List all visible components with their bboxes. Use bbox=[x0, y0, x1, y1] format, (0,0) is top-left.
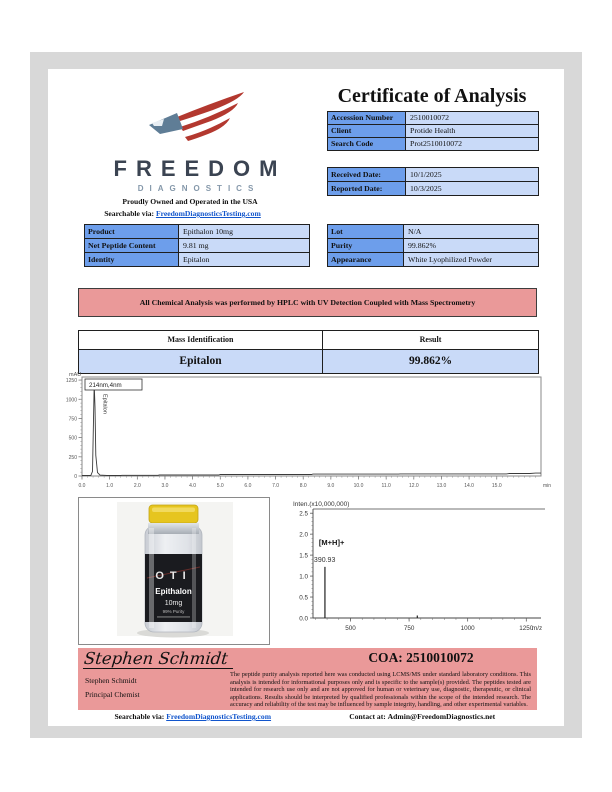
row-value: White Lyophilized Powder bbox=[404, 253, 538, 266]
table-row bbox=[328, 124, 538, 137]
svg-text:9.0: 9.0 bbox=[327, 483, 335, 489]
table-row bbox=[85, 225, 309, 238]
footer-searchable-link[interactable]: FreedomDiagnosticsTesting.com bbox=[166, 712, 272, 721]
table-row bbox=[328, 238, 538, 252]
mass-id-value: Epitalon bbox=[79, 349, 323, 373]
svg-text:6.0: 6.0 bbox=[244, 483, 252, 489]
svg-text:1250: 1250 bbox=[65, 378, 77, 385]
row-value: Epithalon 10mg bbox=[179, 225, 309, 238]
result-value: 99.862% bbox=[323, 349, 538, 373]
svg-text:250: 250 bbox=[68, 454, 77, 461]
row-value: 99.862% bbox=[404, 239, 538, 252]
row-label: Net Peptide Content bbox=[85, 239, 179, 252]
row-label: Reported Date: bbox=[328, 182, 406, 195]
svg-text:mAU: mAU bbox=[69, 372, 82, 378]
searchable-label: Searchable via: bbox=[104, 209, 155, 218]
row-value: 9.81 mg bbox=[179, 239, 309, 252]
product-table bbox=[84, 224, 310, 267]
vial-product-name: Epithalon bbox=[155, 587, 192, 596]
svg-text:13.0: 13.0 bbox=[436, 483, 447, 489]
row-value: 10/3/2025 bbox=[406, 182, 538, 195]
svg-text:3.0: 3.0 bbox=[161, 483, 169, 489]
accession-info-table bbox=[327, 111, 539, 151]
svg-text:1000: 1000 bbox=[65, 397, 77, 404]
lot-table bbox=[327, 224, 539, 267]
svg-text:2.0: 2.0 bbox=[133, 483, 141, 489]
table-row bbox=[328, 225, 538, 238]
table-row bbox=[85, 238, 309, 252]
header-searchable-link[interactable]: FreedomDiagnosticsTesting.com bbox=[155, 209, 261, 218]
svg-text:10.0: 10.0 bbox=[353, 483, 364, 489]
svg-text:2.0: 2.0 bbox=[299, 531, 308, 539]
svg-text:12.0: 12.0 bbox=[408, 483, 419, 489]
product-vial-photo bbox=[78, 497, 270, 645]
svg-text:1250: 1250 bbox=[519, 625, 534, 632]
signer-role: Principal Chemist bbox=[85, 690, 140, 699]
svg-text:750: 750 bbox=[68, 416, 77, 423]
svg-text:500: 500 bbox=[345, 625, 356, 632]
svg-text:14.0: 14.0 bbox=[464, 483, 474, 489]
row-label: Lot bbox=[328, 225, 404, 238]
row-label: Client bbox=[328, 125, 406, 137]
usa-tagline: Proudly Owned and Operated in the USA bbox=[122, 197, 258, 206]
svg-text:500: 500 bbox=[68, 435, 77, 442]
svg-text:750: 750 bbox=[403, 625, 415, 632]
signature-block bbox=[78, 648, 537, 710]
svg-text:0.0: 0.0 bbox=[78, 483, 86, 489]
hplc-chromatogram-plot bbox=[57, 370, 553, 494]
vial-brand-text: OTI bbox=[155, 570, 192, 582]
footer-contact bbox=[308, 712, 538, 721]
dates-table bbox=[327, 167, 539, 196]
table-row bbox=[328, 168, 538, 181]
signature-script: Stephen Schmidt bbox=[83, 649, 235, 669]
row-label: Identity bbox=[85, 253, 179, 266]
svg-text:0.5: 0.5 bbox=[299, 594, 308, 602]
signer-name: Stephen Schmidt bbox=[85, 676, 137, 685]
mass-id-header: Mass Identification bbox=[79, 331, 323, 349]
row-label: Search Code bbox=[328, 138, 406, 150]
svg-text:0.0: 0.0 bbox=[299, 615, 308, 623]
table-row bbox=[85, 252, 309, 266]
plot-area bbox=[82, 377, 541, 476]
footer-searchable-label: Searchable via: bbox=[114, 712, 165, 721]
svg-text:m/z: m/z bbox=[532, 625, 543, 632]
svg-text:1.0: 1.0 bbox=[106, 483, 114, 489]
row-value: Prot2510010072 bbox=[406, 138, 538, 150]
row-value: 2510010072 bbox=[406, 112, 538, 124]
row-label: Received Date: bbox=[328, 168, 406, 181]
analysis-method-banner: All Chemical Analysis was performed by HPLC with UV Detection Coupled with Mass Spectrometry bbox=[78, 288, 537, 317]
page-title: Certificate of Analysis bbox=[337, 85, 527, 107]
svg-text:390.93: 390.93 bbox=[313, 556, 336, 564]
row-value: N/A bbox=[404, 225, 538, 238]
svg-text:8.0: 8.0 bbox=[299, 483, 307, 489]
row-value: 10/1/2025 bbox=[406, 168, 538, 181]
svg-text:7.0: 7.0 bbox=[272, 483, 280, 489]
row-label: Purity bbox=[328, 239, 404, 252]
row-value: Epitalon bbox=[179, 253, 309, 266]
svg-text:0: 0 bbox=[74, 474, 77, 480]
table-row bbox=[328, 252, 538, 266]
vial-illustration bbox=[79, 498, 267, 642]
footer bbox=[78, 712, 537, 721]
header-searchable-line bbox=[60, 209, 305, 218]
svg-text:2.5: 2.5 bbox=[299, 510, 308, 518]
disclaimer-text: The peptide purity analysis reported here was conducted using LCMS/MS under standard laboratory conditions. This analysis is intended for informational purposes only and is specific to the sample(s) provided. The peptides tested are intended for research use only and are not approved for human or veterinary use, diagnostic, therapeutic, or clinical applications. Results should be interpreted by qualified professionals within the scope of the intended research. The accuracy and reliability of the test may be influenced by sample integrity, handling, and other experimental variables. bbox=[230, 671, 531, 709]
mass-spectrum bbox=[285, 498, 550, 642]
footer-contact-label: Contact at: bbox=[349, 712, 386, 721]
svg-text:Epitalon: Epitalon bbox=[101, 394, 108, 414]
logo-wordmark: FREEDOM bbox=[113, 156, 287, 181]
svg-text:214nm,4nm: 214nm,4nm bbox=[89, 382, 122, 389]
svg-text:[M+H]+: [M+H]+ bbox=[318, 537, 345, 547]
row-label: Accession Number bbox=[328, 112, 406, 124]
svg-text:Inten.(x10,000,000): Inten.(x10,000,000) bbox=[293, 501, 350, 508]
mass-identification-table bbox=[78, 330, 539, 374]
svg-text:1000: 1000 bbox=[460, 625, 475, 632]
vial-dose-text: 10mg bbox=[164, 600, 183, 607]
vial-purity-text: 99% Purity bbox=[162, 609, 185, 614]
row-value: Protide Health bbox=[406, 125, 538, 137]
table-row bbox=[328, 112, 538, 124]
table-row bbox=[328, 181, 538, 195]
svg-text:5.0: 5.0 bbox=[216, 483, 224, 489]
svg-text:1.5: 1.5 bbox=[299, 552, 308, 560]
row-label: Product bbox=[85, 225, 179, 238]
logo-subtitle: DIAGNOSTICS bbox=[137, 184, 260, 193]
svg-text:4.0: 4.0 bbox=[189, 483, 197, 489]
svg-text:11.0: 11.0 bbox=[381, 483, 391, 489]
coa-number: COA: 2510010072 bbox=[368, 650, 474, 665]
footer-searchable bbox=[78, 712, 308, 721]
eagle-logo-icon bbox=[147, 90, 247, 148]
svg-text:min: min bbox=[543, 483, 552, 489]
svg-text:1.0: 1.0 bbox=[299, 573, 308, 581]
result-header: Result bbox=[323, 331, 538, 349]
vial-crimp-seal bbox=[148, 523, 199, 534]
mass-table-header-row bbox=[79, 331, 538, 349]
svg-text:15.0: 15.0 bbox=[491, 483, 502, 489]
mass-spectrum-plot bbox=[285, 498, 550, 642]
hplc-chromatogram bbox=[57, 370, 553, 494]
table-row bbox=[328, 137, 538, 150]
footer-contact-value: Admin@FreedomDiagnostics.net bbox=[387, 712, 496, 721]
row-label: Appearance bbox=[328, 253, 404, 266]
